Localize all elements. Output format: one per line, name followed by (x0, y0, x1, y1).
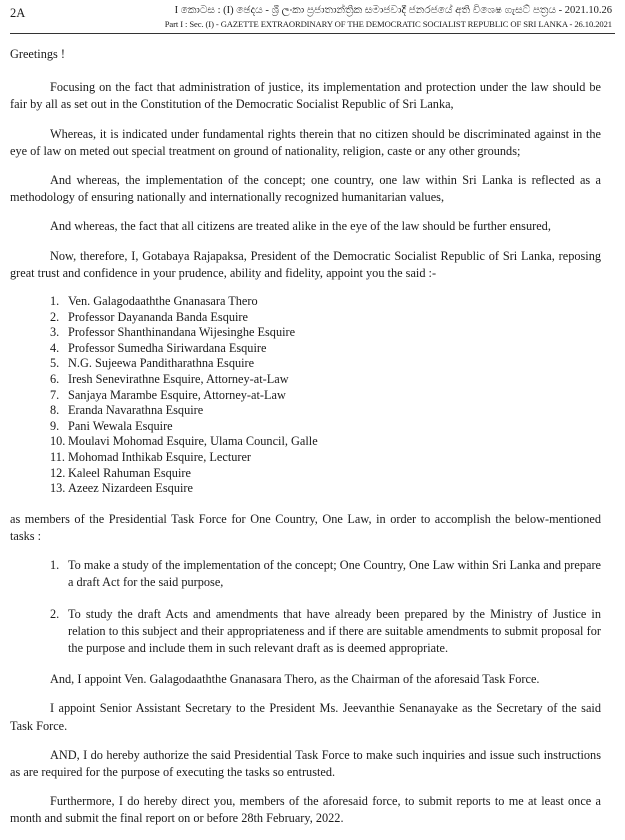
member-name: Professor Dayananda Banda Esquire (68, 309, 248, 324)
member-name: Sanjaya Marambe Esquire, Attorney-at-Law (68, 387, 286, 402)
member-name: Professor Sumedha Siriwardana Esquire (68, 340, 267, 355)
paragraph-one-country-one-law: And whereas, the implementation of the concept; one country, one law within Sri Lanka is reflected as a methodology of ensuring nationally and internationally recognized humanitarian values, (10, 173, 601, 205)
tasks-list (10, 557, 601, 657)
gazette-title-sinhala: I කොටස : (I) ඡෙදය - ශ්‍රී ලංකා ප්‍රජාතාන්ත්‍රික සමාජවාදී ජනරජයේ අති විශෙෂ ගැසට් පත්‍රය - 2021.10.26 (174, 5, 612, 16)
list-item (10, 356, 601, 372)
document-body (10, 46, 601, 840)
gazette-title-english: Part I : Sec. (I) - GAZETTE EXTRAORDINARY OF THE DEMOCRATIC SOCIALIST REPUBLIC OF SRI LANKA - 26.10.2021 (164, 19, 612, 29)
list-item (10, 450, 601, 466)
paragraph-task-force: as members of the Presidential Task Force for One Country, One Law, in order to accomplish the below-mentioned tasks : (10, 511, 601, 543)
member-name: Mohomad Inthikab Esquire, Lecturer (68, 449, 252, 464)
list-item-number: 12. (50, 465, 66, 480)
list-item-number: 6. (50, 372, 60, 386)
list-item (10, 388, 601, 404)
paragraph-authorization: AND, I do hereby authorize the said Presidential Task Force to make such inquiries and issue such instructions as are required for the purpose of executing the tasks so entrusted. (10, 747, 601, 779)
paragraph-fundamental-rights: Whereas, it is indicated under fundamental rights therein that no citizen should be discriminated against in the eye of law on meted out special treatment on ground of nationality, religion, caste or any other grounds; (10, 126, 601, 158)
list-item-number: 4. (50, 340, 60, 355)
member-name: N.G. Sujeewa Panditharathna Esquire (68, 356, 255, 371)
list-item (10, 310, 601, 326)
member-name: Kaleel Rahuman Esquire (68, 465, 191, 480)
list-item (10, 341, 601, 357)
member-name: Moulavi Mohomad Esquire, Ulama Council, Galle (68, 434, 318, 449)
list-item-number: 7. (50, 387, 60, 402)
paragraph-justice: Focusing on the fact that administration of justice, its implementation and protection under the law should be fair by all as set out in the Constitution of the Democratic Socialist Republic of Sri Lanka, (10, 80, 601, 112)
paragraph-chairman: And, I appoint Ven. Galagodaaththe Gnanasara Thero, as the Chairman of the aforesaid Task Force. (50, 672, 540, 687)
list-item (10, 481, 601, 497)
member-name: Professor Shanthinandana Wijesinghe Esquire (68, 325, 296, 340)
list-item-number: 10. (50, 434, 66, 449)
list-item (10, 372, 601, 388)
list-item (10, 294, 601, 310)
task-text: To study the draft Acts and amendments that have already been prepared by the Ministry of Justice in relation to this subject and their appropriateness and if there are suitable amendments to submit proposal for the purpose and include them in such relevant draft as is deemed appropriate. (68, 606, 601, 655)
list-item (10, 325, 601, 341)
member-name: Azeez Nizardeen Esquire (68, 481, 193, 496)
list-item (10, 606, 601, 658)
list-item-number: 8. (50, 403, 60, 418)
task-text: To make a study of the implementation of the concept; One Country, One Law within Sri Lanka and prepare a draft Act for the said purpose, (68, 558, 601, 590)
list-item (10, 419, 601, 435)
list-item (10, 557, 601, 591)
list-item-number: 3. (50, 325, 60, 340)
members-list (10, 294, 601, 497)
member-name: Iresh Senevirathne Esquire, Attorney-at-Law (68, 372, 289, 386)
list-item-number: 1. (50, 294, 60, 309)
list-item-number: 1. (50, 558, 60, 573)
list-item (10, 466, 601, 482)
list-item-number: 2. (50, 309, 60, 324)
list-item-number: 11. (50, 449, 65, 464)
paragraph-secretary: I appoint Senior Assistant Secretary to the President Ms. Jeevanthie Senanayake as the Secretary of the said Task Force. (10, 701, 601, 733)
page-number: 2A (10, 6, 26, 20)
list-item (10, 403, 601, 419)
list-item (10, 434, 601, 450)
greeting: Greetings ! (10, 47, 65, 61)
list-item-number: 9. (50, 418, 60, 433)
member-name: Pani Wewala Esquire (68, 418, 173, 433)
member-name: Eranda Navarathna Esquire (68, 403, 204, 418)
paragraph-appointment: Now, therefore, I, Gotabaya Rajapaksa, President of the Democratic Socialist Republic of Sri Lanka, reposing great trust and confidence in your prudence, ability and fidelity, appoint you the said :- (10, 248, 601, 280)
page-header (10, 4, 615, 32)
member-name: Ven. Galagodaaththe Gnanasara Thero (68, 294, 258, 309)
list-item-number: 2. (50, 606, 60, 621)
header-rule (10, 33, 615, 34)
paragraph-reporting: Furthermore, I do hereby direct you, members of the aforesaid force, to submit reports to me at least once a month and submit the final report on or before 28th February, 2022. (10, 794, 601, 826)
paragraph-equal-treatment: And whereas, the fact that all citizens are treated alike in the eye of the law should be further ensured, (50, 219, 551, 234)
list-item-number: 5. (50, 356, 60, 371)
list-item-number: 13. (50, 481, 66, 496)
